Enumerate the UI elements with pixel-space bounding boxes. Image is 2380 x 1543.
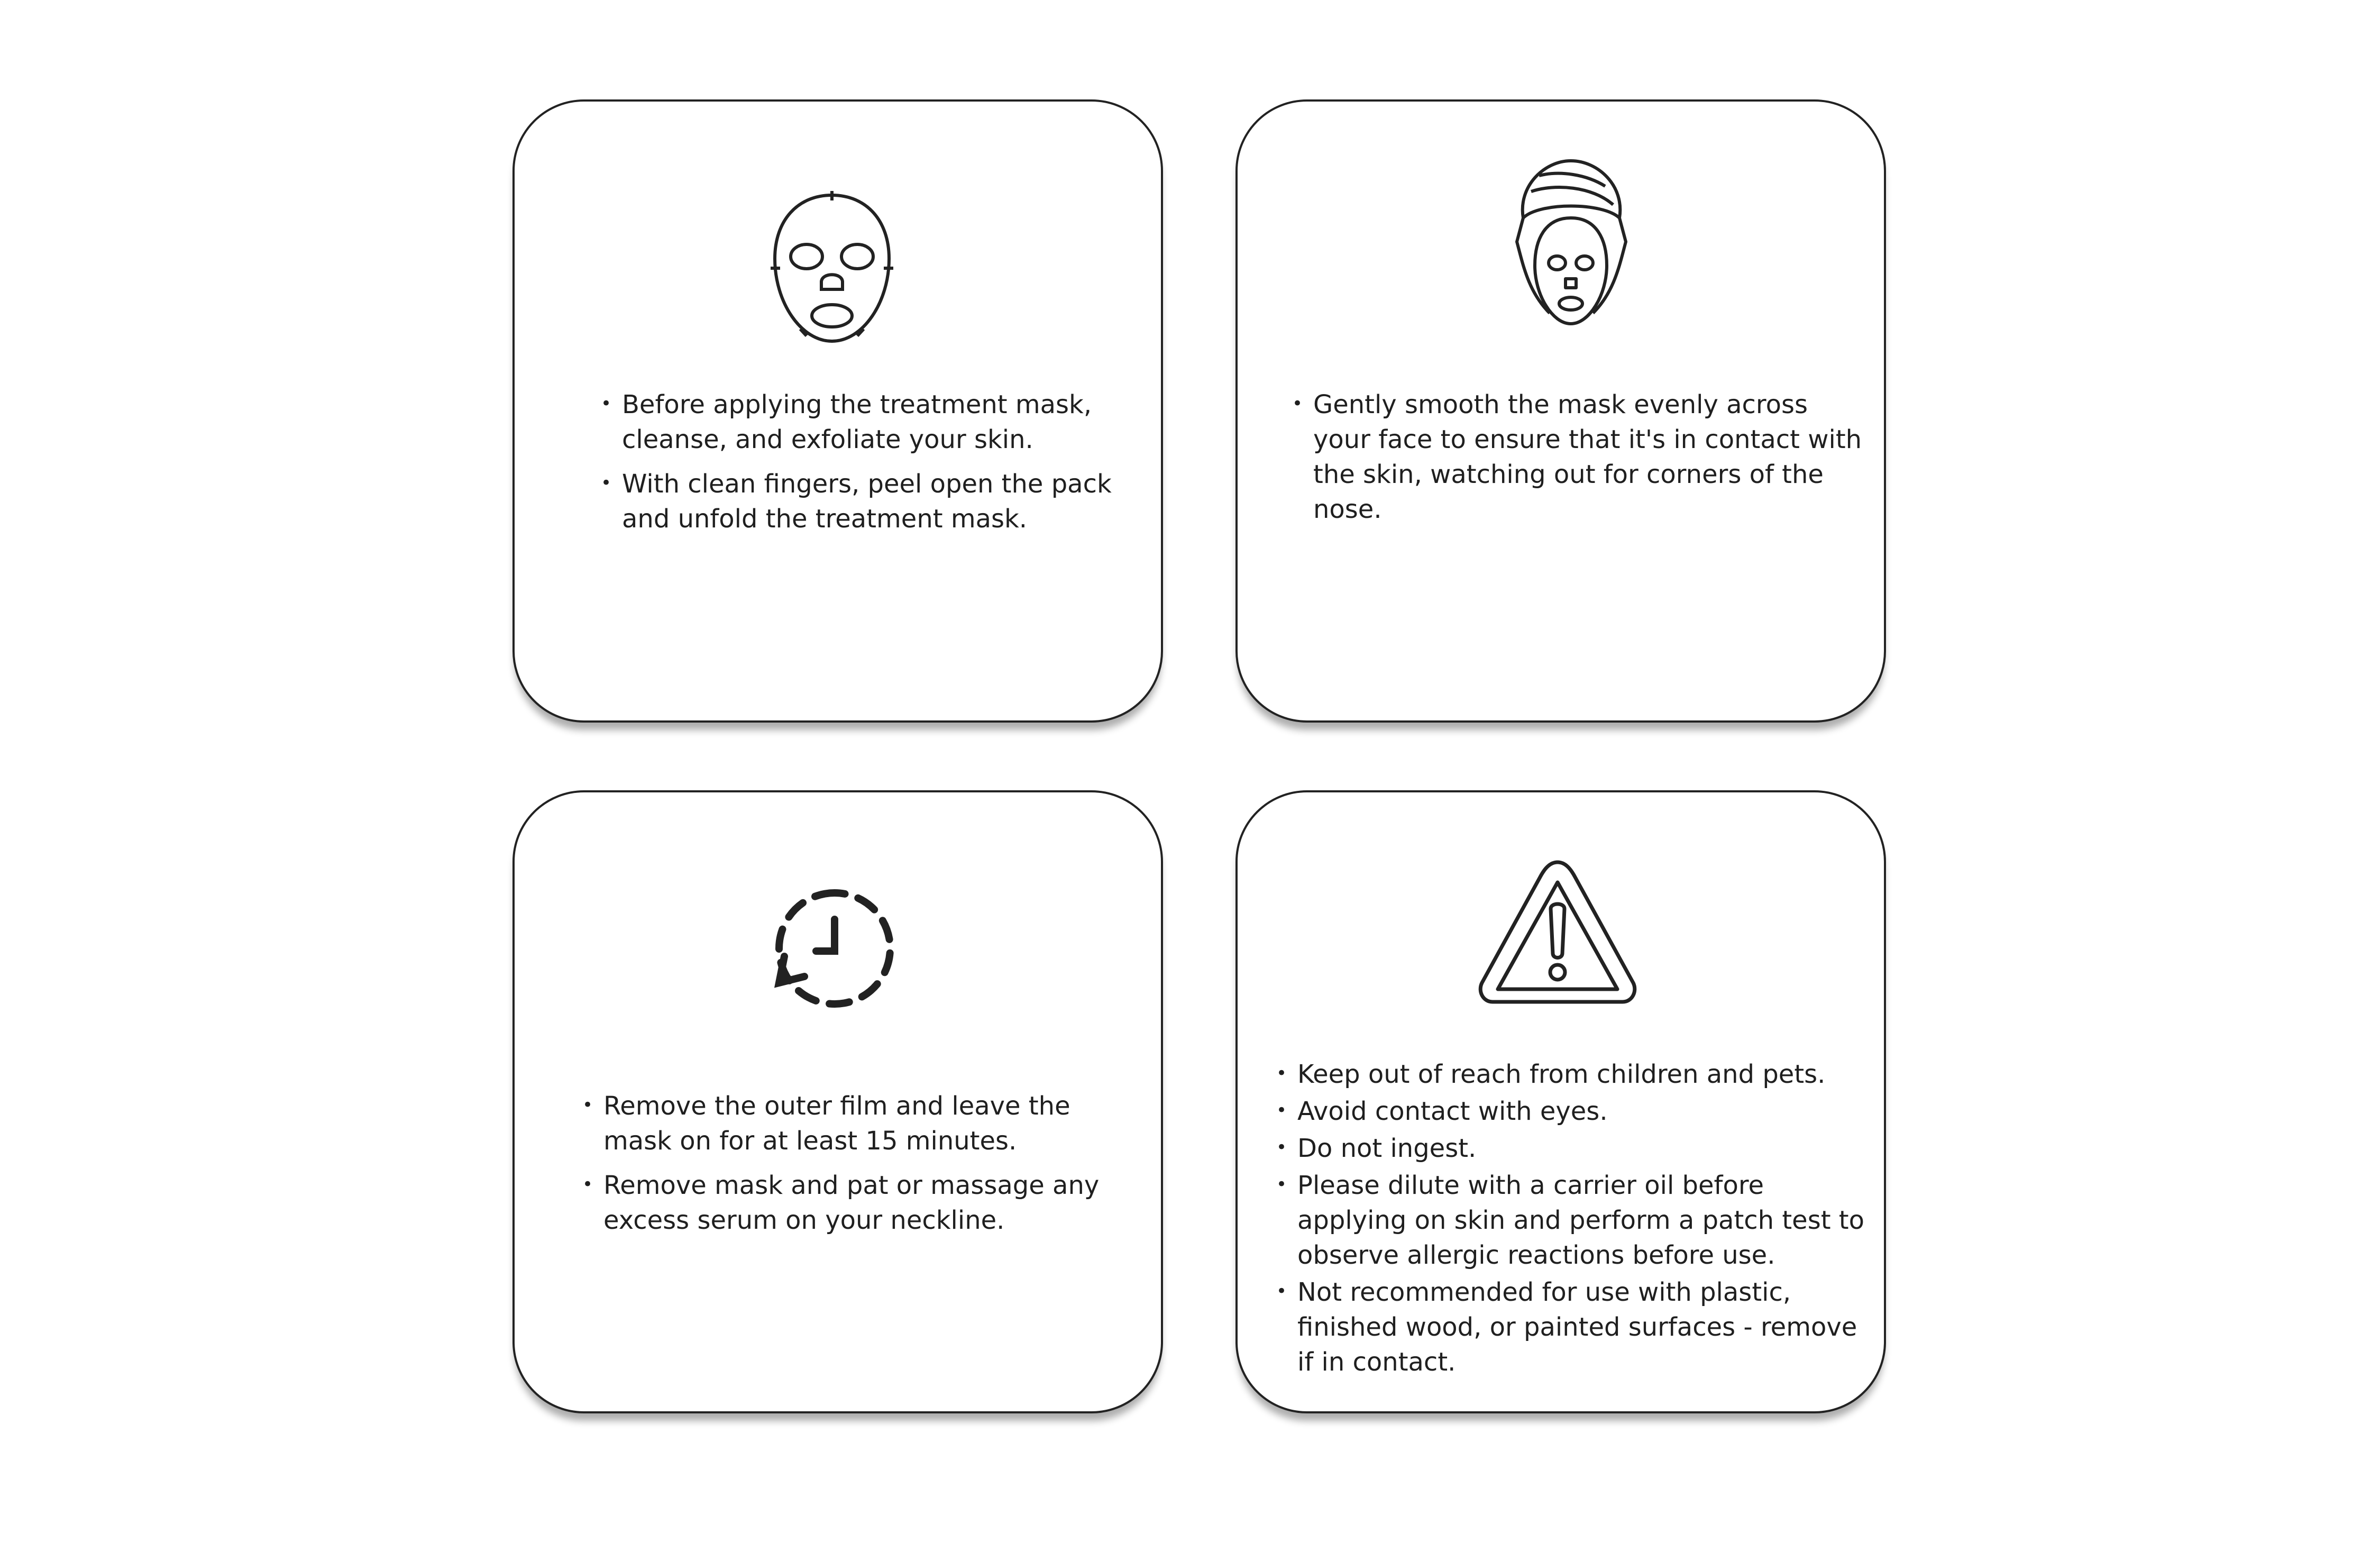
instruction-card-wait [512, 790, 1163, 1413]
instruction-card-prep [512, 99, 1163, 723]
towel-wrapped-face-mask-icon [1502, 154, 1640, 340]
list-item: • Please dilute with a carrier oil before applying on skin and perform a patch test to observe allergic reactions before use. [1276, 1168, 1869, 1273]
instruction-list [582, 1089, 1138, 1247]
list-item: • Keep out of reach from children and pets. [1276, 1057, 1869, 1092]
list-item: • Before applying the treatment mask, cleanse, and exfoliate your skin. [601, 387, 1135, 457]
warning-triangle-icon [1476, 856, 1640, 1009]
list-item: • Avoid contact with eyes. [1276, 1094, 1869, 1129]
instruction-list [1276, 1057, 1869, 1382]
face-sheet-mask-icon [763, 189, 901, 348]
instruction-card-apply [1235, 99, 1886, 723]
instruction-card-caution [1235, 790, 1886, 1413]
list-item: • Not recommended for use with plastic, finished wood, or painted surfaces - remove if in contact. [1276, 1275, 1869, 1380]
instruction-list [601, 387, 1135, 546]
list-item: • Gently smooth the mask evenly across your face to ensure that it's in contact with the skin, watching out for corners of the nose. [1292, 387, 1869, 527]
instruction-list [1292, 387, 1869, 536]
list-item: • Remove the outer film and leave the mask on for at least 15 minutes. [582, 1089, 1138, 1158]
list-item: • Do not ingest. [1276, 1131, 1869, 1166]
list-item: • With clean fingers, peel open the pack and unfold the treatment mask. [601, 467, 1135, 536]
timer-clock-icon [763, 877, 906, 1020]
list-item: • Remove mask and pat or massage any excess serum on your neckline. [582, 1168, 1138, 1238]
